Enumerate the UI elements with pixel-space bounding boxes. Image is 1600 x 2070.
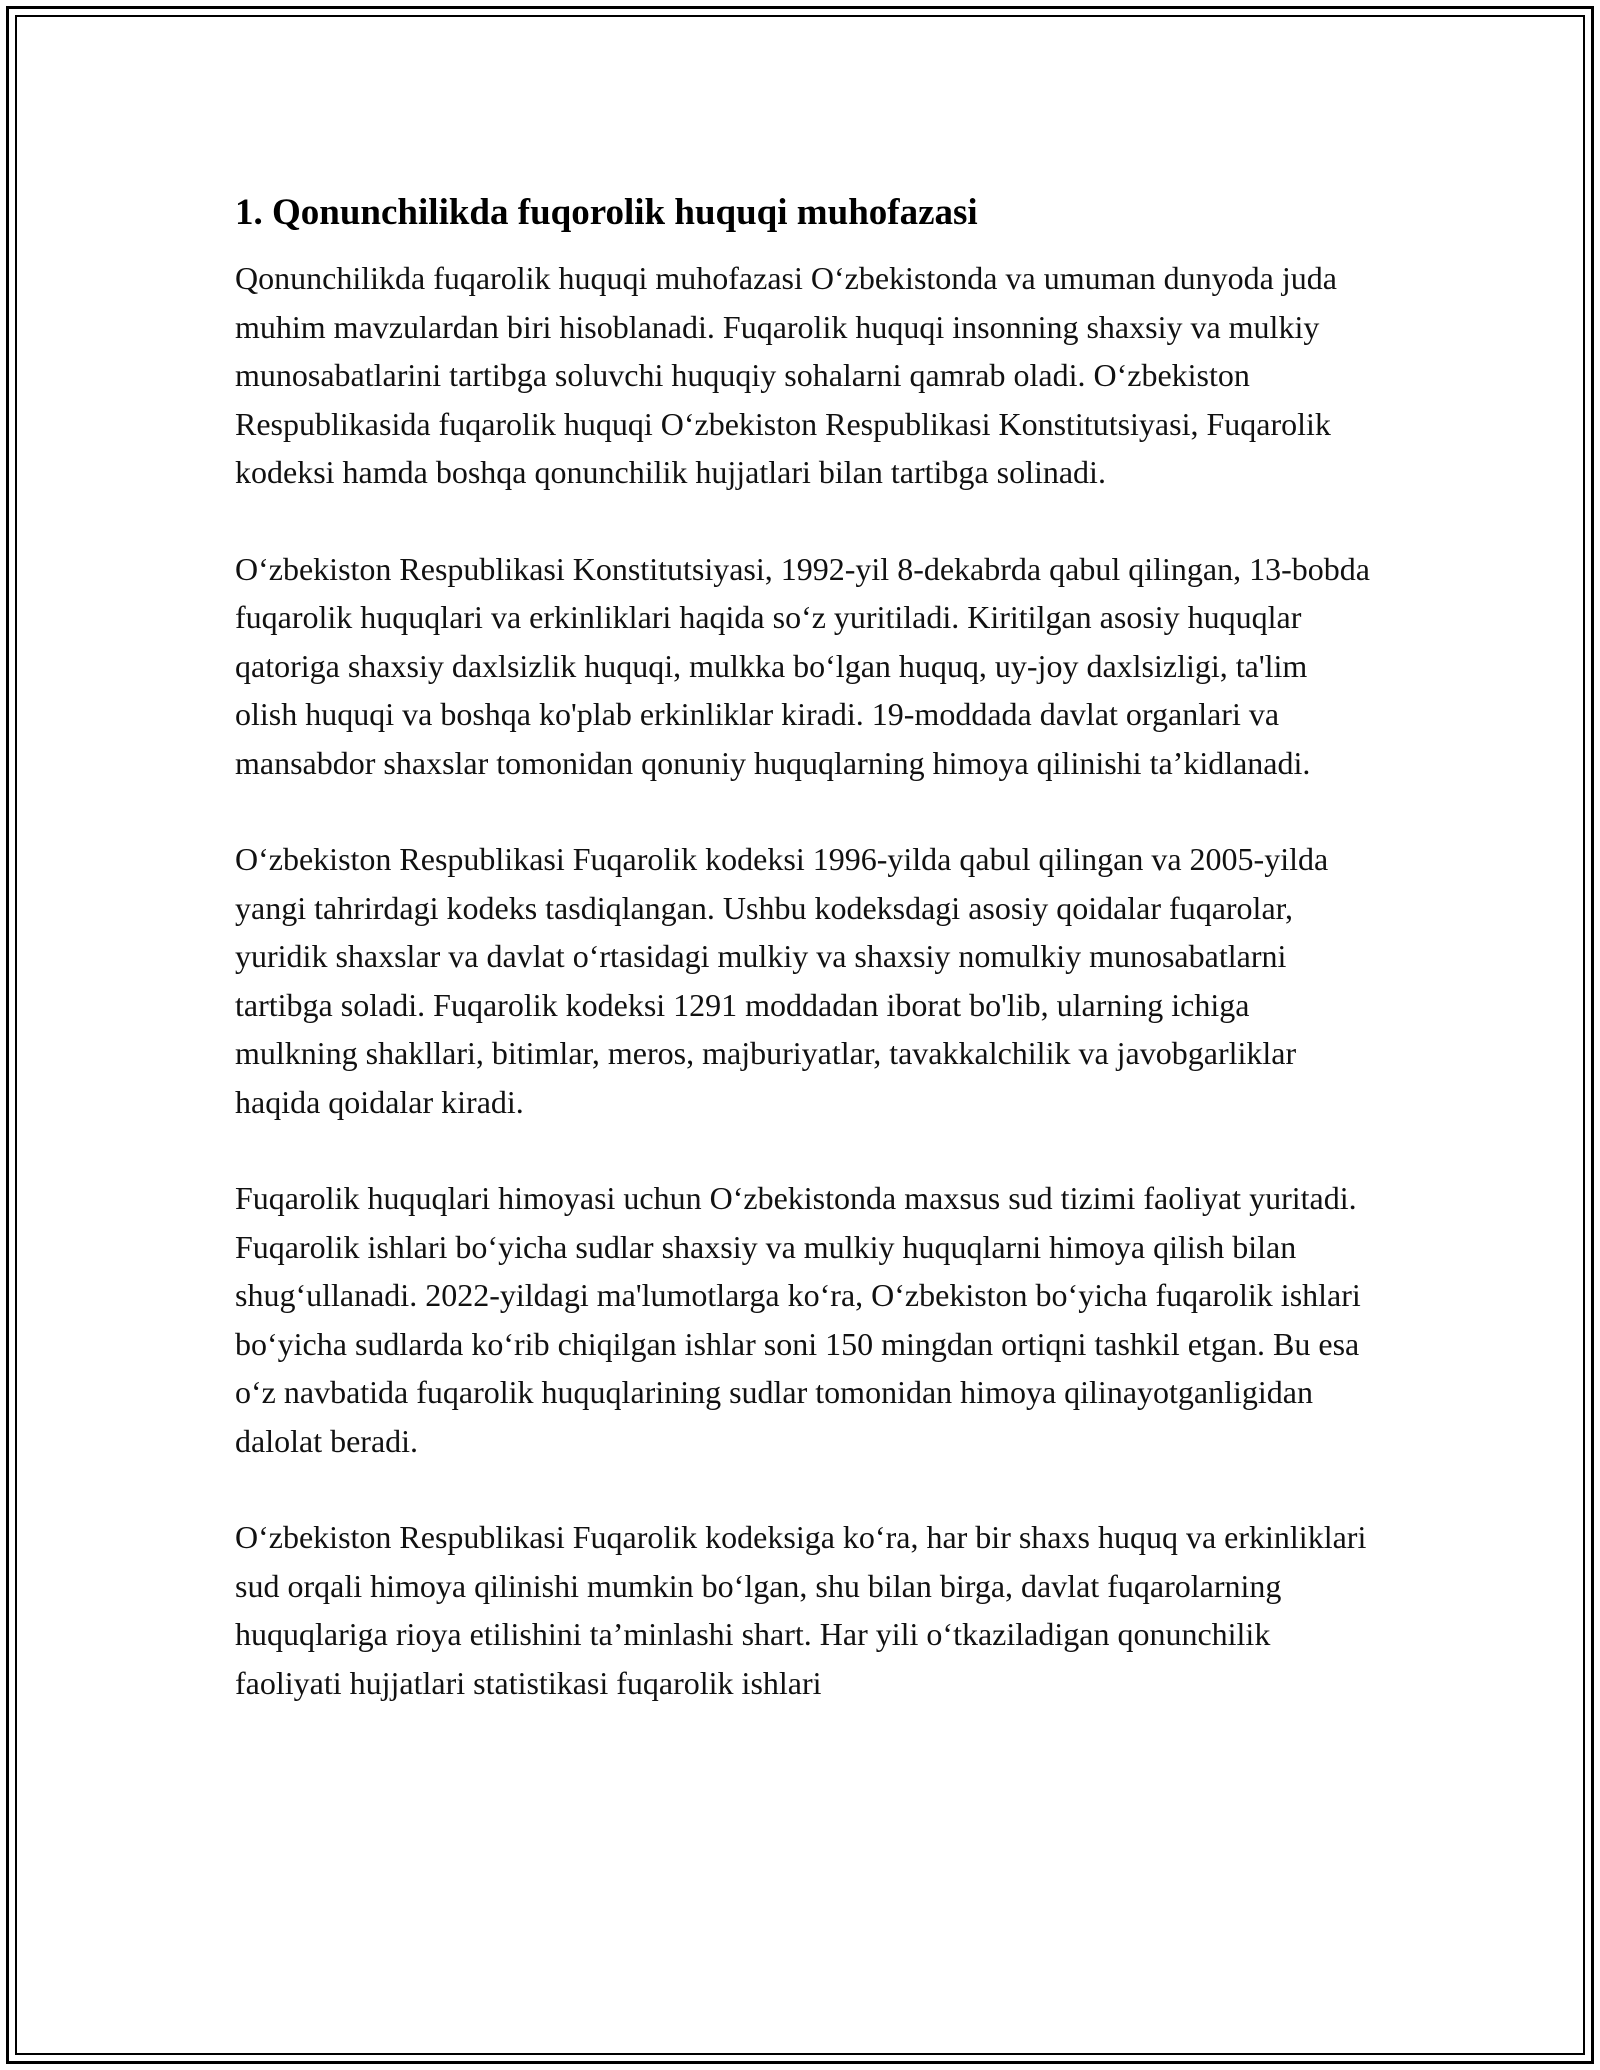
section-heading: 1. Qonunchilikda fuqorolik huquqi muhofazasi: [235, 192, 978, 233]
paragraph-2: O‘zbekiston Respublikasi Konstitutsiyasi, 1992-yil 8-dekabrda qabul qilingan, 13-bobda fuqarolik huquqlari va erkinliklari haqida so‘z yuritiladi. Kiritilgan asosiy huquqlar qatoriga shaxsiy daxlsizlik huquqi, mulkka bo‘lgan huquq, uy-joy daxlsizligi, ta'lim olish huquqi va boshqa ko'plab erkinliklar kiradi. 19-moddada davlat organlari va mansabdor shaxslar tomonidan qonuniy huquqlarning himoya qilinishi ta’kidlanadi.: [235, 550, 1370, 781]
paragraph-5: O‘zbekiston Respublikasi Fuqarolik kodeksiga ko‘ra, har bir shaxs huquq va erkinliklari sud orqali himoya qilinishi mumkin bo‘lgan, shu bilan birga, davlat fuqarolarning huquqlariga rioya etilishini ta’minlashi shart. Har yili o‘tkaziladigan qonunchilik faoliyati hujjatlari statistikasi fuqarolik ishlari: [235, 1519, 1367, 1701]
document-body: [235, 188, 1370, 1707]
paragraph-1: Qonunchilikda fuqarolik huquqi muhofazasi O‘zbekistonda va umuman dunyoda juda muhim mavzulardan biri hisoblanadi. Fuqarolik huquqi insonning shaxsiy va mulkiy munosabatlarini tartibga soluvchi huquqiy sohalarni qamrab oladi. O‘zbekiston Respublikasida fuqarolik huquqi O‘zbekiston Respublikasi Konstitutsiyasi, Fuqarolik kodeksi hamda boshqa qonunchilik hujjatlari bilan tartibga solinadi.: [235, 260, 1337, 490]
paragraph-3: O‘zbekiston Respublikasi Fuqarolik kodeksi 1996-yilda qabul qilingan va 2005-yilda yangi tahrirdagi kodeks tasdiqlangan. Ushbu kodeksdagi asosiy qoidalar fuqarolar, yuridik shaxslar va davlat o‘rtasidagi mulkiy va shaxsiy nomulkiy munosabatlarni tartibga soladi. Fuqarolik kodeksi 1291 moddadan iborat bo'lib, ularning ichiga mulkning shakllari, bitimlar, meros, majburiyatlar, tavakkalchilik va javobgarliklar haqida qoidalar kiradi.: [235, 841, 1329, 1120]
paragraph-4: Fuqarolik huquqlari himoyasi uchun O‘zbekistonda maxsus sud tizimi faoliyat yuritadi. Fuqarolik ishlari bo‘yicha sudlar shaxsiy va mulkiy huquqlarni himoya qilish bilan shug‘ullanadi. 2022-yildagi ma'lumotlarga ko‘ra, O‘zbekiston bo‘yicha fuqarolik ishlari bo‘yicha sudlarda ko‘rib chiqilgan ishlar soni 150 mingdan ortiqni tashkil etgan. Bu esa o‘z navbatida fuqarolik huquqlarining sudlar tomonidan himoya qilinayotganligidan dalolat beradi.: [235, 1180, 1361, 1459]
